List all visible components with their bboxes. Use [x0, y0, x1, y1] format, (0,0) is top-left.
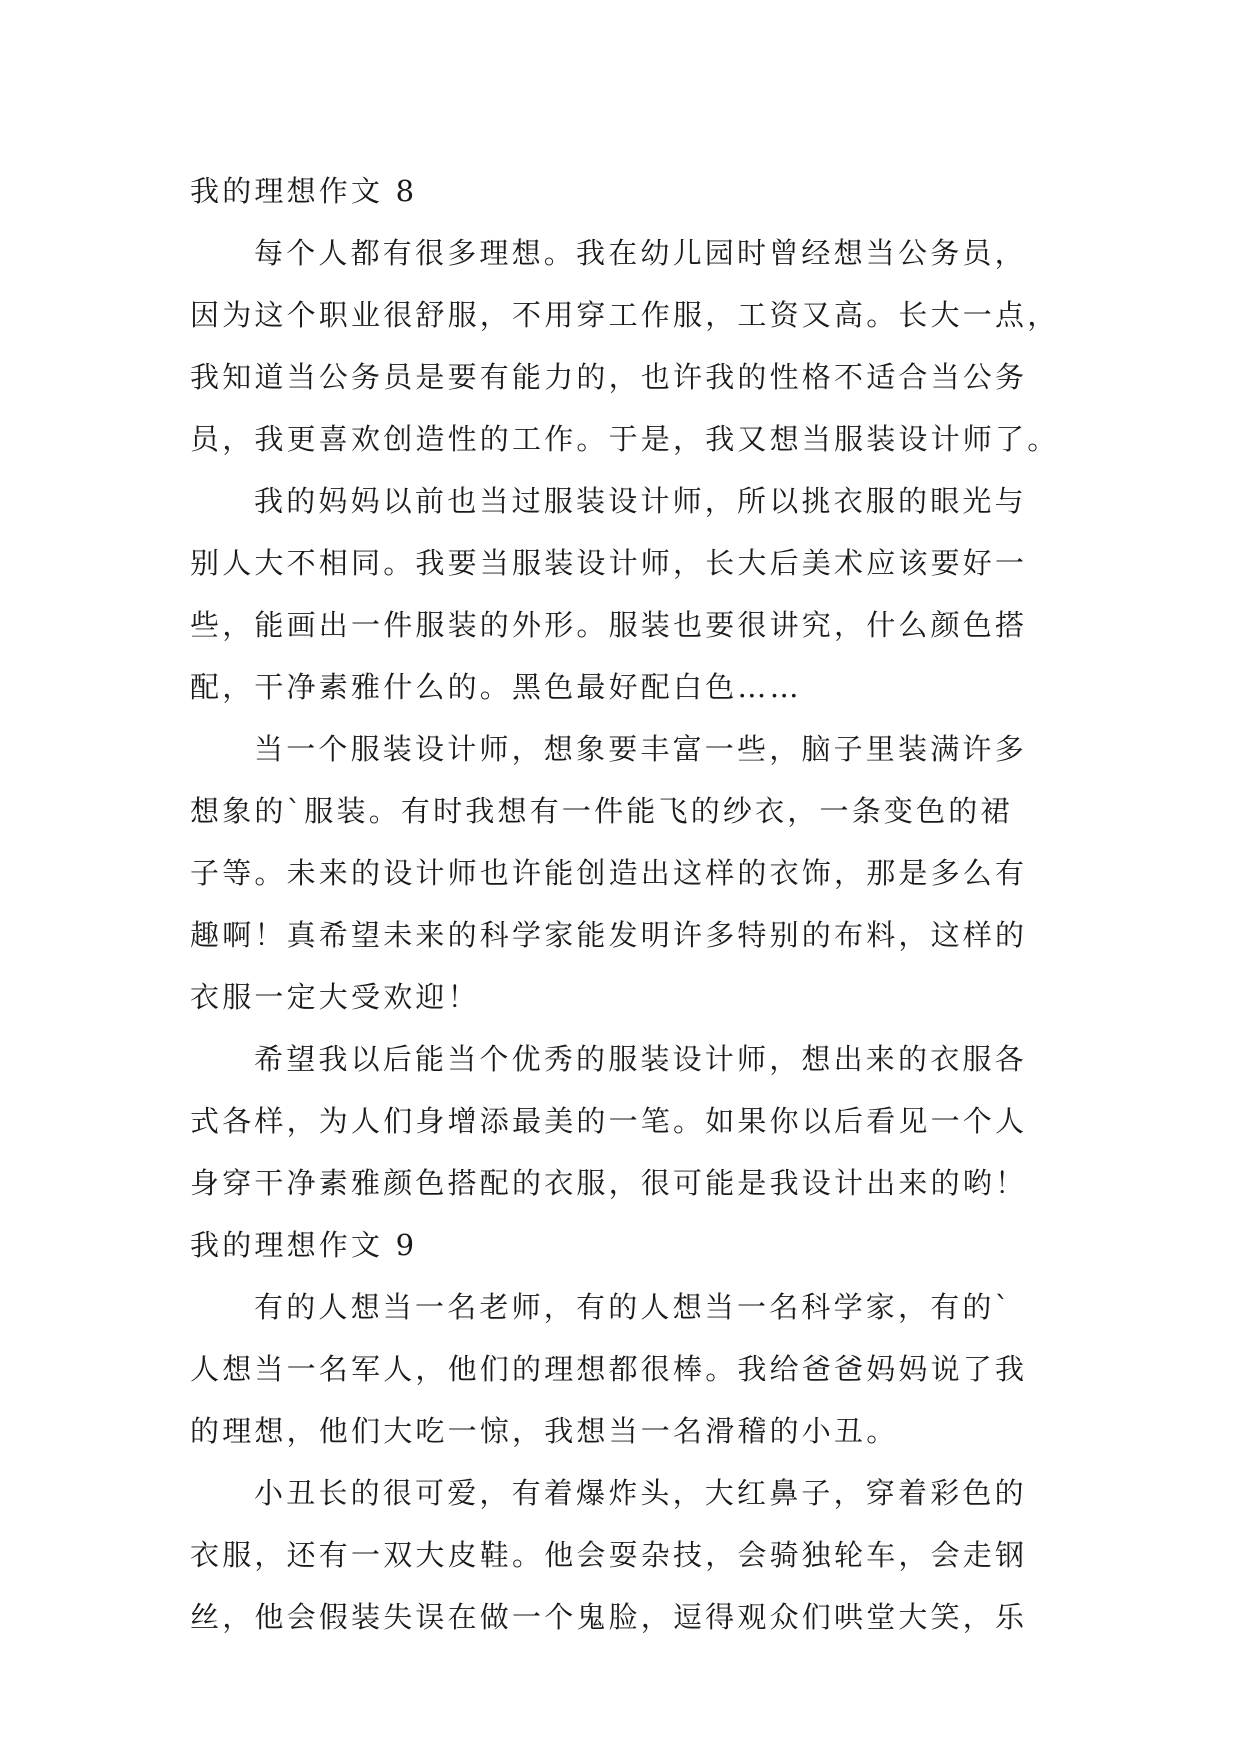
text-line: 的理想，他们大吃一惊，我想当一名滑稽的小丑。	[190, 1414, 899, 1448]
paragraph	[190, 1462, 1060, 1648]
text-line: 衣服一定大受欢迎！	[190, 980, 480, 1014]
text-line: 员，我更喜欢创造性的工作。于是，我又想当服装设计师了。	[190, 422, 1060, 456]
paragraph	[190, 222, 1060, 470]
text-line: 配，干净素雅什么的。黑色最好配白色……	[190, 670, 802, 704]
text-line: 我的妈妈以前也当过服装设计师，所以挑衣服的眼光与	[254, 484, 1027, 518]
section-heading: 我的理想作文 8	[190, 174, 418, 208]
text-line: 式各样，为人们身增添最美的一笔。如果你以后看见一个人	[190, 1104, 1028, 1138]
text-line: 别人大不相同。我要当服装设计师，长大后美术应该要好一	[190, 546, 1028, 580]
paragraph	[190, 470, 1060, 718]
text-line: 身穿干净素雅颜色搭配的衣服，很可能是我设计出来的哟！	[190, 1166, 1028, 1200]
paragraph	[190, 1028, 1060, 1214]
text-line: 小丑长的很可爱，有着爆炸头，大红鼻子，穿着彩色的	[254, 1476, 1027, 1510]
text-line: 当一个服装设计师，想象要丰富一些，脑子里装满许多	[254, 732, 1027, 766]
text-line: 每个人都有很多理想。我在幼儿园时曾经想当公务员，	[254, 236, 1027, 270]
text-line: 些，能画出一件服装的外形。服装也要很讲究，什么颜色搭	[190, 608, 1028, 642]
text-line: 有的人想当一名老师，有的人想当一名科学家，有的`	[254, 1290, 1013, 1324]
section-heading: 我的理想作文 9	[190, 1228, 418, 1262]
text-line: 因为这个职业很舒服，不用穿工作服，工资又高。长大一点，	[190, 298, 1060, 332]
text-line: 子等。未来的设计师也许能创造出这样的衣饰，那是多么有	[190, 856, 1028, 890]
text-line: 想象的`服装。有时我想有一件能飞的纱衣，一条变色的裙	[190, 794, 1013, 828]
paragraph	[190, 718, 1060, 1028]
text-line: 衣服，还有一双大皮鞋。他会耍杂技，会骑独轮车，会走钢	[190, 1538, 1028, 1572]
text-line: 人想当一名军人，他们的理想都很棒。我给爸爸妈妈说了我	[190, 1352, 1028, 1386]
text-line: 丝，他会假装失误在做一个鬼脸，逗得观众们哄堂大笑，乐	[190, 1600, 1028, 1634]
text-line: 趣啊！真希望未来的科学家能发明许多特别的布料，这样的	[190, 918, 1028, 952]
document-body	[190, 160, 1060, 1648]
text-line: 我知道当公务员是要有能力的，也许我的性格不适合当公务	[190, 360, 1028, 394]
paragraph	[190, 1276, 1060, 1462]
text-line: 希望我以后能当个优秀的服装设计师，想出来的衣服各	[254, 1042, 1027, 1076]
